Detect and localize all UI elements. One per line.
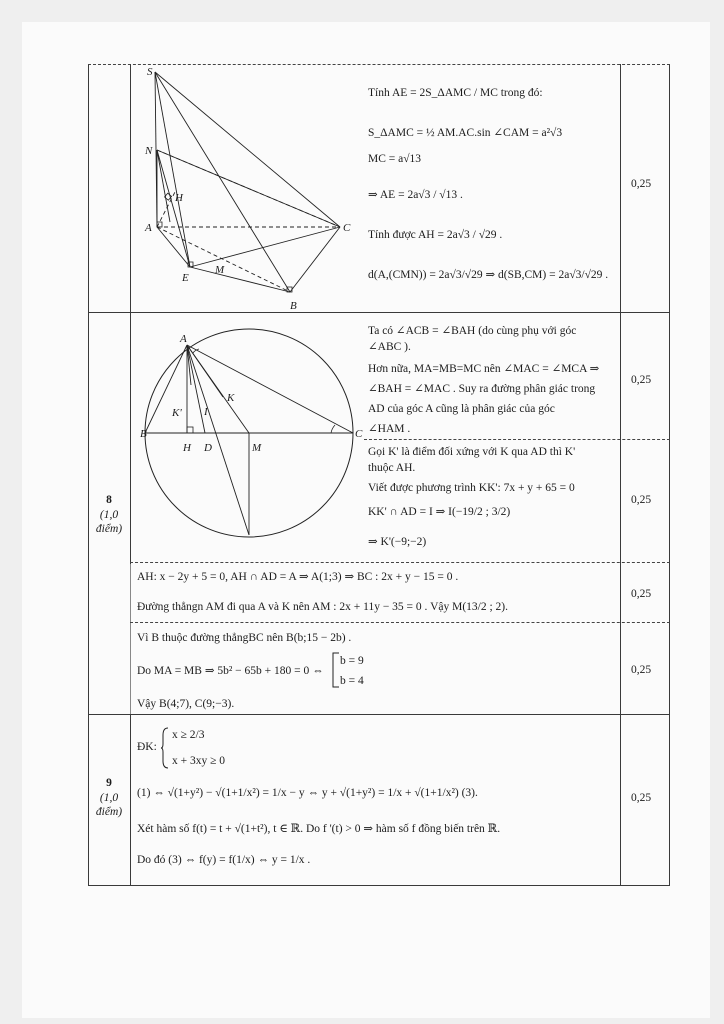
q8-score-c: 0,25 bbox=[631, 588, 652, 600]
q8-text-b1: Gọi K' là điểm đối xứng với K qua AD thì K' bbox=[368, 446, 576, 458]
q9-eq2: Xét hàm số f(t) = t + √(1+t²), t ∈ ℝ. Do f '(t) > 0 ⇒ hàm số f đồng biến trên ℝ. bbox=[137, 823, 501, 835]
q8-points-unit: điểm) bbox=[95, 523, 123, 535]
q8-text-d2: Do MA = MB ⇒ 5b² − 65b + 180 = 0 ⇔ bbox=[137, 665, 324, 677]
s1-line-2: S_ΔAMC = ½ AM.AC.sin ∠CAM = a²√3 bbox=[368, 127, 563, 139]
label-q8-A: A bbox=[180, 333, 187, 345]
label-q8-C: C bbox=[355, 428, 363, 440]
q8-text-a2: ∠ABC ). bbox=[368, 341, 411, 353]
label-q8-M: M bbox=[252, 442, 262, 454]
q8-text-b4: KK' ∩ AD = I ⇒ I(−19/2 ; 3/2) bbox=[368, 506, 511, 518]
label-S: S bbox=[147, 66, 153, 78]
label-q8-D: D bbox=[204, 442, 212, 454]
q8-score-b: 0,25 bbox=[631, 494, 652, 506]
pyramid-figure bbox=[135, 62, 365, 312]
q8-text-c1: AH: x − 2y + 5 = 0, AH ∩ AD = A ⇒ A(1;3) ⇒ BC : 2x + y − 15 = 0 . bbox=[137, 571, 459, 583]
q8-text-d2b: b = 9 bbox=[340, 655, 364, 667]
q9-eq3: Do đó (3) ⇔ f(y) = f(1/x) ⇔ y = 1/x . bbox=[137, 854, 311, 866]
s1-line-3: MC = a√13 bbox=[368, 153, 422, 165]
q8-number: 8 bbox=[106, 494, 112, 506]
q8-text-b2: thuộc AH. bbox=[368, 462, 416, 474]
label-E: E bbox=[182, 272, 189, 284]
label-N: N bbox=[145, 145, 153, 157]
q9-points: (1,0 bbox=[99, 792, 119, 804]
label-q8-K: K bbox=[227, 392, 235, 404]
label-B: B bbox=[290, 300, 297, 312]
q8-points: (1,0 bbox=[99, 509, 119, 521]
q8-text-a6: ∠HAM . bbox=[368, 423, 411, 435]
q9-eq1: (1) ⇔ √(1+y²) − √(1+1/x²) = 1/x − y ⇔ y + √(1+y²) = 1/x + √(1+1/x²) (3). bbox=[137, 787, 478, 799]
q8-text-a5: AD của góc A cũng là phân giác của góc bbox=[368, 403, 555, 415]
q8-text-a4: ∠BAH = ∠MAC . Suy ra đường phân giác trong bbox=[368, 383, 596, 395]
s1-line-1: Tính AE = 2S_ΔAMC / MC trong đó: bbox=[368, 87, 543, 99]
q8-score-d: 0,25 bbox=[631, 664, 652, 676]
circle-figure bbox=[135, 315, 365, 545]
q9-number: 9 bbox=[106, 777, 112, 789]
q9-dk1: x ≥ 2/3 bbox=[172, 729, 205, 741]
label-H: H bbox=[175, 192, 183, 204]
label-q8-H: H bbox=[183, 442, 191, 454]
s1-line-5: Tính được AH = 2a√3 / √29 . bbox=[368, 229, 503, 241]
label-C: C bbox=[343, 222, 351, 234]
label-M: M bbox=[215, 264, 225, 276]
q9-score: 0,25 bbox=[631, 792, 652, 804]
q8-bracket bbox=[331, 652, 341, 688]
q9-points-unit: điểm) bbox=[95, 806, 123, 818]
label-q8-B: B bbox=[140, 428, 147, 440]
q9-dk-label: ĐK: bbox=[137, 741, 157, 753]
q8-text-d2c: b = 4 bbox=[340, 675, 364, 687]
label-q8-I: I bbox=[204, 406, 208, 418]
s1-line-6: d(A,(CMN)) = 2a√3/√29 ⇒ d(SB,CM) = 2a√3/√29 . bbox=[368, 269, 609, 281]
q8-text-d3: Vậy B(4;7), C(9;−3). bbox=[137, 698, 235, 710]
q8-text-c2: Đường thẳngn AM đi qua A và K nên AM : 2x + 11y − 35 = 0 . Vậy M(13/2 ; 2). bbox=[137, 601, 509, 613]
q8-text-b5: ⇒ K'(−9;−2) bbox=[368, 536, 427, 548]
q8-text-a3: Hơn nữa, MA=MB=MC nên ∠MAC = ∠MCA ⇒ bbox=[368, 363, 600, 375]
q8-text-a1: Ta có ∠ACB = ∠BAH (do cùng phụ với góc bbox=[368, 325, 577, 337]
q9-brace bbox=[160, 727, 170, 769]
q8-text-b3: Viết được phương trình KK': 7x + y + 65 = 0 bbox=[368, 482, 575, 494]
q9-dk2: x + 3xy ≥ 0 bbox=[172, 755, 226, 767]
q8-text-d1: Vì B thuộc đường thẳngBC nên B(b;15 − 2b) . bbox=[137, 632, 352, 644]
label-A: A bbox=[145, 222, 152, 234]
s1-line-4: ⇒ AE = 2a√3 / √13 . bbox=[368, 189, 463, 201]
s1-score: 0,25 bbox=[631, 178, 652, 190]
q8-score-a: 0,25 bbox=[631, 374, 652, 386]
label-q8-Kp: K' bbox=[172, 407, 182, 419]
